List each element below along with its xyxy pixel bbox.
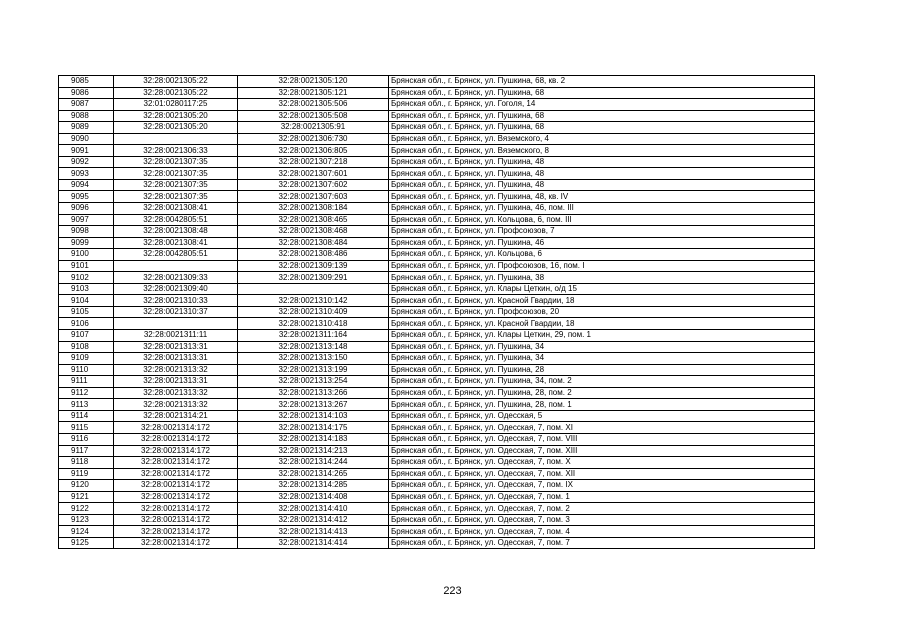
address-cell: Брянская обл., г. Брянск, ул. Пушкина, 34 (389, 341, 815, 353)
row-number-cell: 9101 (59, 260, 114, 272)
land-cadastral-number-cell: 32:28:0021305:20 (114, 110, 238, 122)
address-cell: Брянская обл., г. Брянск, ул. Вяземского, 8 (389, 145, 815, 157)
address-cell: Брянская обл., г. Брянск, ул. Одесская, 7, пом. 2 (389, 503, 815, 515)
building-cadastral-number-cell: 32:28:0021313:199 (238, 364, 389, 376)
building-cadastral-number-cell: 32:28:0021305:121 (238, 87, 389, 99)
table-row (59, 376, 815, 388)
address-cell: Брянская обл., г. Брянск, ул. Красной Гвардии, 18 (389, 318, 815, 330)
land-cadastral-number-cell: 32:28:0021313:31 (114, 341, 238, 353)
building-cadastral-number-cell: 32:28:0021314:410 (238, 503, 389, 515)
land-cadastral-number-cell: 32:28:0021314:172 (114, 537, 238, 549)
table-row (59, 145, 815, 157)
address-cell: Брянская обл., г. Брянск, ул. Гоголя, 14 (389, 99, 815, 111)
land-cadastral-number-cell: 32:28:0021306:33 (114, 145, 238, 157)
row-number-cell: 9111 (59, 376, 114, 388)
row-number-cell: 9113 (59, 399, 114, 411)
row-number-cell: 9117 (59, 445, 114, 457)
land-cadastral-number-cell: 32:28:0021305:22 (114, 76, 238, 88)
land-cadastral-number-cell: 32:28:0021308:41 (114, 203, 238, 215)
land-cadastral-number-cell: 32:28:0021308:48 (114, 226, 238, 238)
row-number-cell: 9091 (59, 145, 114, 157)
address-cell: Брянская обл., г. Брянск, ул. Пушкина, 48 (389, 156, 815, 168)
address-cell: Брянская обл., г. Брянск, ул. Кольцова, 6, пом. III (389, 214, 815, 226)
table-row (59, 203, 815, 215)
table-row (59, 387, 815, 399)
building-cadastral-number-cell: 32:28:0021314:413 (238, 526, 389, 538)
building-cadastral-number-cell: 32:28:0021305:508 (238, 110, 389, 122)
row-number-cell: 9102 (59, 272, 114, 284)
row-number-cell: 9095 (59, 191, 114, 203)
address-cell: Брянская обл., г. Брянск, ул. Пушкина, 34 (389, 353, 815, 365)
table-row (59, 110, 815, 122)
land-cadastral-number-cell: 32:28:0021313:31 (114, 376, 238, 388)
address-cell: Брянская обл., г. Брянск, ул. Одесская, 7, пом. 4 (389, 526, 815, 538)
building-cadastral-number-cell: 32:28:0021310:142 (238, 295, 389, 307)
row-number-cell: 9109 (59, 353, 114, 365)
address-cell: Брянская обл., г. Брянск, ул. Пушкина, 68 (389, 110, 815, 122)
land-cadastral-number-cell: 32:28:0021314:172 (114, 526, 238, 538)
land-cadastral-number-cell: 32:28:0021314:172 (114, 480, 238, 492)
table-row (59, 457, 815, 469)
building-cadastral-number-cell: 32:28:0021306:805 (238, 145, 389, 157)
land-cadastral-number-cell: 32:28:0021310:33 (114, 295, 238, 307)
table-row (59, 133, 815, 145)
table-row (59, 433, 815, 445)
land-cadastral-number-cell: 32:28:0021314:21 (114, 410, 238, 422)
row-number-cell: 9115 (59, 422, 114, 434)
building-cadastral-number-cell: 32:28:0021314:285 (238, 480, 389, 492)
address-cell: Брянская обл., г. Брянск, ул. Одесская, 7, пом. VIII (389, 433, 815, 445)
land-cadastral-number-cell: 32:28:0021314:172 (114, 503, 238, 515)
address-cell: Брянская обл., г. Брянск, ул. Пушкина, 28 (389, 364, 815, 376)
address-cell: Брянская обл., г. Брянск, ул. Пушкина, 68 (389, 87, 815, 99)
row-number-cell: 9110 (59, 364, 114, 376)
row-number-cell: 9099 (59, 237, 114, 249)
land-cadastral-number-cell: 32:28:0021307:35 (114, 168, 238, 180)
address-cell: Брянская обл., г. Брянск, ул. Красной Гвардии, 18 (389, 295, 815, 307)
table-row (59, 272, 815, 284)
table-row (59, 306, 815, 318)
land-cadastral-number-cell: 32:28:0021310:37 (114, 306, 238, 318)
land-cadastral-number-cell: 32:28:0021308:41 (114, 237, 238, 249)
land-cadastral-number-cell: 32:28:0021309:33 (114, 272, 238, 284)
address-cell: Брянская обл., г. Брянск, ул. Одесская, 7, пом. XIII (389, 445, 815, 457)
building-cadastral-number-cell: 32:28:0021308:484 (238, 237, 389, 249)
building-cadastral-number-cell: 32:28:0021314:265 (238, 468, 389, 480)
address-cell: Брянская обл., г. Брянск, ул. Кольцова, 6 (389, 249, 815, 261)
table-row (59, 295, 815, 307)
building-cadastral-number-cell: 32:28:0021308:465 (238, 214, 389, 226)
table-row (59, 399, 815, 411)
address-cell: Брянская обл., г. Брянск, ул. Одесская, 7, пом. IX (389, 480, 815, 492)
land-cadastral-number-cell: 32:28:0021314:172 (114, 422, 238, 434)
building-cadastral-number-cell (238, 283, 389, 295)
row-number-cell: 9120 (59, 480, 114, 492)
row-number-cell: 9118 (59, 457, 114, 469)
row-number-cell: 9121 (59, 491, 114, 503)
land-cadastral-number-cell: 32:28:0021314:172 (114, 433, 238, 445)
land-cadastral-number-cell: 32:28:0021307:35 (114, 191, 238, 203)
building-cadastral-number-cell: 32:28:0021308:468 (238, 226, 389, 238)
land-cadastral-number-cell: 32:28:0021314:172 (114, 514, 238, 526)
land-cadastral-number-cell: 32:28:0021314:172 (114, 445, 238, 457)
land-cadastral-number-cell: 32:28:0021305:22 (114, 87, 238, 99)
row-number-cell: 9086 (59, 87, 114, 99)
row-number-cell: 9088 (59, 110, 114, 122)
registry-table (58, 75, 815, 549)
land-cadastral-number-cell: 32:28:0042805:51 (114, 214, 238, 226)
land-cadastral-number-cell: 32:28:0021314:172 (114, 457, 238, 469)
land-cadastral-number-cell: 32:28:0042805:51 (114, 249, 238, 261)
page-number: 223 (443, 585, 462, 597)
building-cadastral-number-cell: 32:28:0021311:164 (238, 330, 389, 342)
row-number-cell: 9092 (59, 156, 114, 168)
address-cell: Брянская обл., г. Брянск, ул. Одесская, 7, пом. XI (389, 422, 815, 434)
address-cell: Брянская обл., г. Брянск, ул. Клары Цеткин, о/д 15 (389, 283, 815, 295)
row-number-cell: 9089 (59, 122, 114, 134)
land-cadastral-number-cell: 32:28:0021307:35 (114, 156, 238, 168)
address-cell: Брянская обл., г. Брянск, ул. Пушкина, 38 (389, 272, 815, 284)
building-cadastral-number-cell: 32:28:0021314:244 (238, 457, 389, 469)
table-row (59, 514, 815, 526)
address-cell: Брянская обл., г. Брянск, ул. Одесская, 5 (389, 410, 815, 422)
table-row (59, 87, 815, 99)
building-cadastral-number-cell: 32:28:0021314:412 (238, 514, 389, 526)
table-row (59, 410, 815, 422)
row-number-cell: 9125 (59, 537, 114, 549)
building-cadastral-number-cell: 32:28:0021307:602 (238, 179, 389, 191)
row-number-cell: 9094 (59, 179, 114, 191)
address-cell: Брянская обл., г. Брянск, ул. Пушкина, 46, пом. III (389, 203, 815, 215)
building-cadastral-number-cell: 32:28:0021313:267 (238, 399, 389, 411)
land-cadastral-number-cell: 32:28:0021311:11 (114, 330, 238, 342)
row-number-cell: 9119 (59, 468, 114, 480)
table-row (59, 341, 815, 353)
row-number-cell: 9106 (59, 318, 114, 330)
address-cell: Брянская обл., г. Брянск, ул. Одесская, 7, пом. XII (389, 468, 815, 480)
table-row (59, 353, 815, 365)
building-cadastral-number-cell: 32:28:0021314:175 (238, 422, 389, 434)
building-cadastral-number-cell: 32:28:0021307:603 (238, 191, 389, 203)
building-cadastral-number-cell: 32:28:0021307:218 (238, 156, 389, 168)
table-row (59, 526, 815, 538)
building-cadastral-number-cell: 32:28:0021313:148 (238, 341, 389, 353)
address-cell: Брянская обл., г. Брянск, ул. Пушкина, 48 (389, 179, 815, 191)
table-row (59, 226, 815, 238)
building-cadastral-number-cell: 32:28:0021314:103 (238, 410, 389, 422)
table-row (59, 249, 815, 261)
table-row (59, 468, 815, 480)
land-cadastral-number-cell (114, 318, 238, 330)
land-cadastral-number-cell: 32:28:0021313:32 (114, 364, 238, 376)
row-number-cell: 9105 (59, 306, 114, 318)
table-row (59, 191, 815, 203)
table-row (59, 503, 815, 515)
address-cell: Брянская обл., г. Брянск, ул. Одесская, 7, пом. X (389, 457, 815, 469)
row-number-cell: 9097 (59, 214, 114, 226)
row-number-cell: 9114 (59, 410, 114, 422)
address-cell: Брянская обл., г. Брянск, ул. Одесская, 7, пом. 3 (389, 514, 815, 526)
table-row (59, 364, 815, 376)
row-number-cell: 9087 (59, 99, 114, 111)
table-row (59, 283, 815, 295)
building-cadastral-number-cell: 32:28:0021305:91 (238, 122, 389, 134)
table-row (59, 318, 815, 330)
table-row (59, 480, 815, 492)
building-cadastral-number-cell: 32:28:0021314:183 (238, 433, 389, 445)
land-cadastral-number-cell: 32:28:0021305:20 (114, 122, 238, 134)
building-cadastral-number-cell: 32:28:0021307:601 (238, 168, 389, 180)
address-cell: Брянская обл., г. Брянск, ул. Пушкина, 48, кв. IV (389, 191, 815, 203)
address-cell: Брянская обл., г. Брянск, ул. Пушкина, 68 (389, 122, 815, 134)
table-row (59, 537, 815, 549)
building-cadastral-number-cell: 32:28:0021314:408 (238, 491, 389, 503)
address-cell: Брянская обл., г. Брянск, ул. Пушкина, 48 (389, 168, 815, 180)
address-cell: Брянская обл., г. Брянск, ул. Пушкина, 28, пом. 1 (389, 399, 815, 411)
row-number-cell: 9108 (59, 341, 114, 353)
building-cadastral-number-cell: 32:28:0021310:418 (238, 318, 389, 330)
row-number-cell: 9112 (59, 387, 114, 399)
address-cell: Брянская обл., г. Брянск, ул. Профсоюзов, 7 (389, 226, 815, 238)
land-cadastral-number-cell: 32:28:0021313:32 (114, 399, 238, 411)
row-number-cell: 9085 (59, 76, 114, 88)
building-cadastral-number-cell: 32:28:0021306:730 (238, 133, 389, 145)
building-cadastral-number-cell: 32:28:0021314:213 (238, 445, 389, 457)
row-number-cell: 9116 (59, 433, 114, 445)
row-number-cell: 9103 (59, 283, 114, 295)
land-cadastral-number-cell: 32:28:0021314:172 (114, 491, 238, 503)
building-cadastral-number-cell: 32:28:0021308:184 (238, 203, 389, 215)
land-cadastral-number-cell (114, 133, 238, 145)
address-cell: Брянская обл., г. Брянск, ул. Пушкина, 34, пом. 2 (389, 376, 815, 388)
table-row (59, 179, 815, 191)
table-row (59, 422, 815, 434)
table-row (59, 122, 815, 134)
building-cadastral-number-cell: 32:28:0021313:254 (238, 376, 389, 388)
building-cadastral-number-cell: 32:28:0021313:266 (238, 387, 389, 399)
row-number-cell: 9124 (59, 526, 114, 538)
table-row (59, 491, 815, 503)
land-cadastral-number-cell: 32:28:0021309:40 (114, 283, 238, 295)
building-cadastral-number-cell: 32:28:0021308:486 (238, 249, 389, 261)
row-number-cell: 9107 (59, 330, 114, 342)
building-cadastral-number-cell: 32:28:0021314:414 (238, 537, 389, 549)
address-cell: Брянская обл., г. Брянск, ул. Пушкина, 28, пом. 2 (389, 387, 815, 399)
address-cell: Брянская обл., г. Брянск, ул. Одесская, 7, пом. 7 (389, 537, 815, 549)
registry-table-body (59, 76, 815, 549)
land-cadastral-number-cell: 32:28:0021314:172 (114, 468, 238, 480)
address-cell: Брянская обл., г. Брянск, ул. Профсоюзов, 16, пом. I (389, 260, 815, 272)
row-number-cell: 9093 (59, 168, 114, 180)
row-number-cell: 9100 (59, 249, 114, 261)
land-cadastral-number-cell: 32:01:0280117:25 (114, 99, 238, 111)
table-row (59, 237, 815, 249)
building-cadastral-number-cell: 32:28:0021309:291 (238, 272, 389, 284)
land-cadastral-number-cell (114, 260, 238, 272)
table-row (59, 445, 815, 457)
building-cadastral-number-cell: 32:28:0021309:139 (238, 260, 389, 272)
address-cell: Брянская обл., г. Брянск, ул. Пушкина, 46 (389, 237, 815, 249)
table-row (59, 76, 815, 88)
address-cell: Брянская обл., г. Брянск, ул. Одесская, 7, пом. 1 (389, 491, 815, 503)
table-row (59, 168, 815, 180)
table-row (59, 156, 815, 168)
row-number-cell: 9098 (59, 226, 114, 238)
land-cadastral-number-cell: 32:28:0021313:31 (114, 353, 238, 365)
building-cadastral-number-cell: 32:28:0021310:409 (238, 306, 389, 318)
table-row (59, 99, 815, 111)
building-cadastral-number-cell: 32:28:0021313:150 (238, 353, 389, 365)
table-row (59, 214, 815, 226)
address-cell: Брянская обл., г. Брянск, ул. Вяземского, 4 (389, 133, 815, 145)
row-number-cell: 9122 (59, 503, 114, 515)
building-cadastral-number-cell: 32:28:0021305:506 (238, 99, 389, 111)
building-cadastral-number-cell: 32:28:0021305:120 (238, 76, 389, 88)
land-cadastral-number-cell: 32:28:0021307:35 (114, 179, 238, 191)
row-number-cell: 9096 (59, 203, 114, 215)
row-number-cell: 9123 (59, 514, 114, 526)
land-cadastral-number-cell: 32:28:0021313:32 (114, 387, 238, 399)
row-number-cell: 9090 (59, 133, 114, 145)
address-cell: Брянская обл., г. Брянск, ул. Профсоюзов, 20 (389, 306, 815, 318)
row-number-cell: 9104 (59, 295, 114, 307)
address-cell: Брянская обл., г. Брянск, ул. Клары Цеткин, 29, пом. 1 (389, 330, 815, 342)
table-row (59, 330, 815, 342)
address-cell: Брянская обл., г. Брянск, ул. Пушкина, 68, кв. 2 (389, 76, 815, 88)
table-row (59, 260, 815, 272)
